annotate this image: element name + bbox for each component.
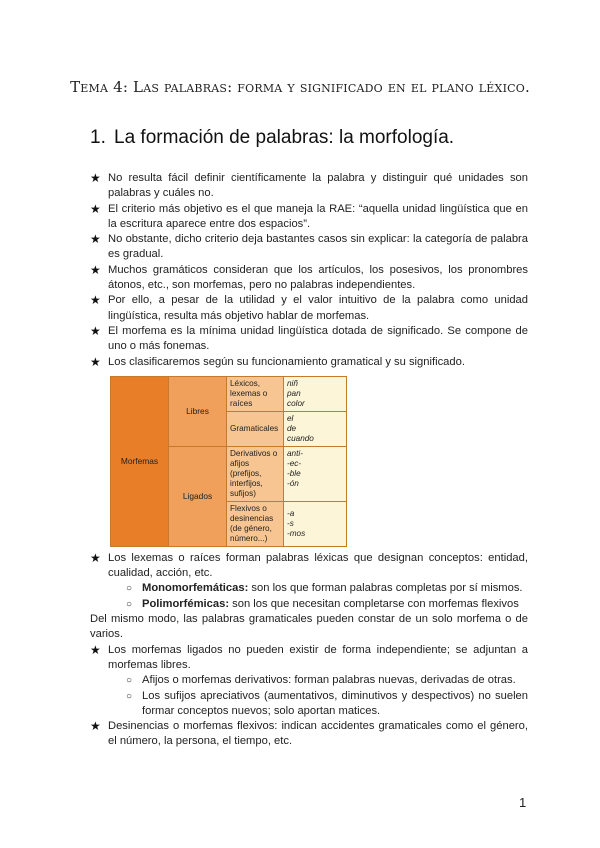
star-icon: ★ (90, 719, 101, 734)
star-icon: ★ (90, 323, 101, 338)
libres-cell: Libres (169, 376, 227, 446)
derivativos-cell: Derivativos o afijos (prefijos, interfijos, sufijos) (227, 446, 284, 501)
list-item: ★ Por ello, a pesar de la utilidad y el valor intuitivo de la palabra como unidad lingüística, resulta más objetivo hablar de morfemas. (90, 293, 528, 322)
star-icon: ★ (90, 550, 101, 565)
gramaticales-cell: Gramaticales (227, 411, 284, 446)
star-icon: ★ (90, 293, 101, 308)
list-item: ★ No resulta fácil definir científicamente la palabra y distinguir qué unidades son palabras y cuáles no. (90, 171, 528, 200)
lexicos-cell: Léxicos, lexemas o raíces (227, 376, 284, 411)
flexivos-examples: -a -s -mos (284, 501, 347, 546)
morpheme-table-wrap (110, 376, 528, 547)
ligados-cell: Ligados (169, 446, 227, 546)
star-icon: ★ (90, 642, 101, 657)
bullet-list-lexemas (90, 551, 528, 582)
document-body (90, 171, 528, 750)
sub-list-lexemas (90, 581, 528, 612)
circle-icon: ○ (126, 675, 133, 687)
list-item: ★ No obstante, dicho criterio deja bastantes casos sin explicar: la categoría de palabra es gradual. (90, 232, 528, 261)
morfemas-cell: Morfemas (111, 376, 169, 546)
sub-list-ligados (90, 673, 528, 719)
morpheme-classification-table (110, 376, 347, 547)
list-item: ○ Los sufijos apreciativos (aumentativos, diminutivos y despectivos) no suelen formar conceptos nuevos; solo aportan matices. (126, 689, 528, 717)
list-item: ★ Muchos gramáticos consideran que los artículos, los posesivos, los pronombres átonos, etc., son morfemas, pero no palabras independientes. (90, 262, 528, 292)
list-item: ○ Afijos o morfemas derivativos: forman palabras nuevas, derivadas de otras. (126, 673, 528, 688)
star-icon: ★ (90, 262, 101, 277)
list-item: ★ El morfema es la mínima unidad lingüística dotada de significado. Se compone de uno o más fonemas. (90, 323, 528, 353)
list-item: ★ El criterio más objetivo es el que maneja la RAE: “aquella unidad lingüística que en la escritura aparece entre dos espacios”. (90, 201, 528, 230)
list-item: ★ Los morfemas ligados no pueden existir de forma independiente; se adjuntan a morfemas libres. (90, 642, 528, 671)
list-item: ○ Monomorfemáticas: son los que forman palabras completas por sí mismos. (126, 581, 528, 596)
paragraph: Del mismo modo, las palabras gramaticales pueden constar de un solo morfema o de varios. (90, 613, 528, 641)
section-number: 1. (90, 127, 106, 148)
page-number: 1 (519, 795, 527, 810)
star-icon: ★ (90, 201, 101, 216)
section-title: La formación de palabras: la morfología. (114, 127, 455, 148)
star-icon: ★ (90, 232, 101, 247)
circle-icon: ○ (126, 690, 133, 702)
document-title: Tema 4: Las palabras: forma y significado en el plano léxico. (70, 78, 530, 96)
list-item: ★ Los clasificaremos según su funcionamiento gramatical y su significado. (90, 354, 465, 369)
derivativos-examples: anti- -ec- -ble -ón (284, 446, 347, 501)
section-heading (90, 127, 454, 149)
circle-icon: ○ (126, 598, 133, 610)
bullet-list (90, 171, 528, 370)
star-icon: ★ (90, 171, 101, 185)
list-item: ○ Polimorfémicas: son los que necesitan completarse con morfemas flexivos (126, 597, 528, 612)
list-item: ★ Los lexemas o raíces forman palabras léxicas que designan conceptos: entidad, cualidad, acción, etc. (90, 550, 528, 580)
bullet-list-desinencias (90, 719, 528, 750)
bullet-list-ligados (90, 643, 528, 674)
circle-icon: ○ (126, 583, 133, 595)
lexicos-examples: niñ pan color (284, 376, 347, 411)
gramaticales-examples: el de cuando (284, 411, 347, 446)
flexivos-cell: Flexivos o desinencias (de género, número...) (227, 501, 284, 546)
list-item: ★ Desinencias o morfemas flexivos: indican accidentes gramaticales como el género, el número, la persona, el tiempo, etc. (90, 719, 528, 748)
star-icon: ★ (90, 354, 101, 369)
